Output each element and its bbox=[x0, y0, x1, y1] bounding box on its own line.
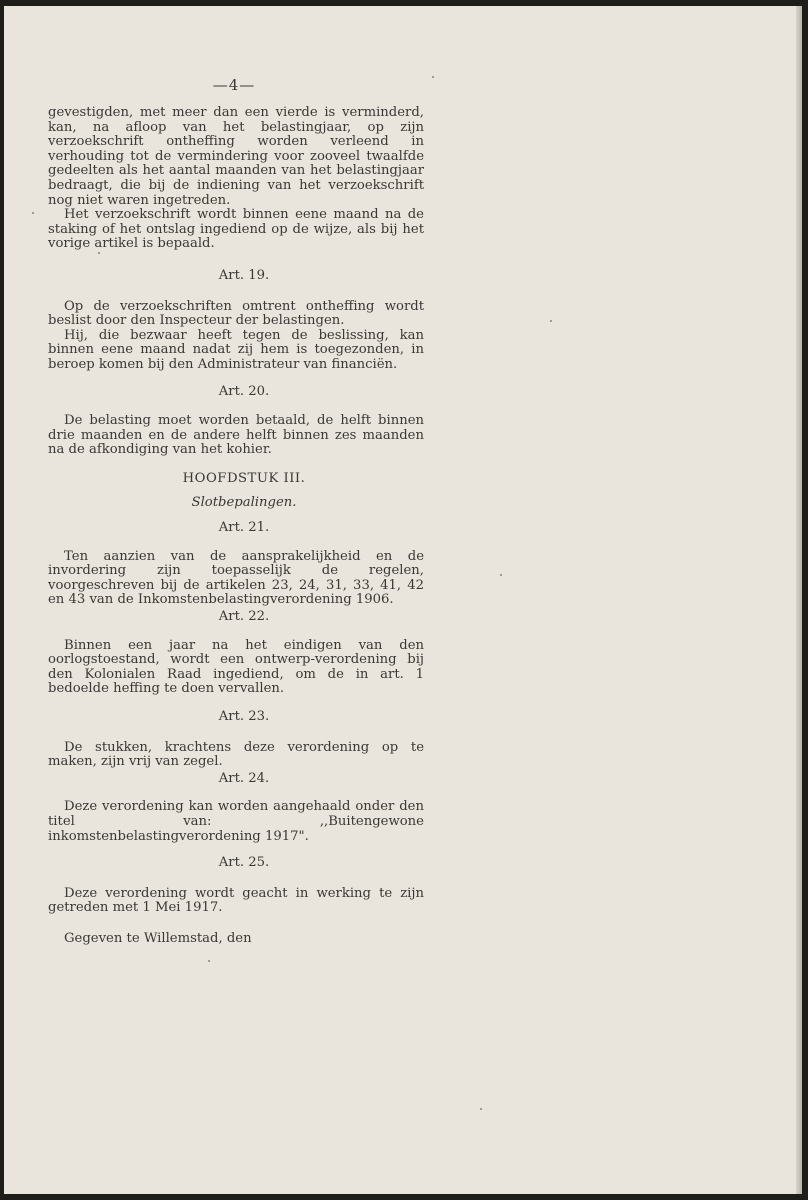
paper-speck bbox=[208, 960, 210, 962]
page-number: —4— bbox=[212, 76, 256, 94]
article-19-heading: Art. 19. bbox=[218, 267, 270, 283]
article-21-heading: Art. 21. bbox=[218, 520, 270, 536]
paper-speck bbox=[480, 1108, 482, 1110]
paper-speck bbox=[32, 212, 34, 214]
paper-speck bbox=[432, 76, 434, 78]
article-23-heading: Art. 23. bbox=[218, 709, 270, 724]
page-edge bbox=[796, 6, 802, 1194]
article-25-heading: Art. 25. bbox=[218, 855, 270, 871]
article-24-paragraph-1: Deze verordening kan worden aangehaald onder den titel van: ,,Buitengewone inkomstenbelastingverordening 1917". bbox=[48, 799, 424, 844]
article-24-heading: Art. 24. bbox=[218, 770, 270, 786]
chapter-heading: HOOFDSTUK III. bbox=[182, 470, 306, 486]
paper-speck bbox=[550, 320, 552, 322]
article-21-paragraph-1: Ten aanzien van de aansprakelijkheid en de invordering zijn toepasselijk de regelen, voorgeschreven bij de artikelen 23, 24, 31, 33, 41, 42 en 43 van de Inkomstenbelastingverordening 1906. bbox=[48, 548, 424, 608]
article-25-paragraph-1: Deze verordening wordt geacht in werking te zijn getreden met 1 Mei 1917. bbox=[48, 885, 424, 916]
article-20-paragraph-1: De belasting moet worden betaald, de helft binnen drie maanden en de andere helft binnen zes maanden na de afkondiging van het kohier. bbox=[48, 413, 424, 458]
document-body bbox=[48, 106, 424, 947]
article-19-paragraph-2: Hij, die bezwaar heeft tegen de beslissing, kan binnen eene maand nadat zij hem is toegezonden, in beroep komen bij den Administrateur van financiën. bbox=[48, 327, 424, 372]
article-22-heading: Art. 22. bbox=[218, 609, 270, 625]
paragraph-intro-1: gevestigden, met meer dan een vierde is verminderd, kan, na afloop van het belastingjaar, op zijn verzoekschrift ontheffing worden verleend in verhouding tot de vermindering voor zooveel twaalfde gedeelten als het aantal maanden van het belastingjaar bedraagt, die bij de indiening van het verzoekschrift nog niet waren ingetreden. bbox=[48, 105, 424, 208]
paper-speck bbox=[500, 574, 502, 576]
chapter-subtitle: Slotbepalingen. bbox=[191, 495, 297, 511]
article-20-heading: Art. 20. bbox=[218, 383, 270, 399]
paragraph-intro-2: Het verzoekschrift wordt binnen eene maand na de staking of het ontslag ingediend op de wijze, als bij het vorige artikel is bepaald. bbox=[48, 207, 424, 252]
document-page bbox=[4, 6, 802, 1194]
article-19-paragraph-1: Op de verzoekschriften omtrent ontheffing wordt beslist door den Inspecteur der belastingen. bbox=[48, 298, 424, 329]
paper-speck bbox=[98, 252, 100, 254]
closing-line: Gegeven te Willemstad, den bbox=[64, 930, 252, 946]
article-22-paragraph-1: Binnen een jaar na het eindigen van den oorlogstoestand, wordt een ontwerp-verordening bij den Kolonialen Raad ingediend, om de in art. 1 bedoelde heffing te doen vervallen. bbox=[48, 637, 424, 697]
article-23-paragraph-1: De stukken, krachtens deze verordening op te maken, zijn vrij van zegel. bbox=[48, 739, 424, 770]
